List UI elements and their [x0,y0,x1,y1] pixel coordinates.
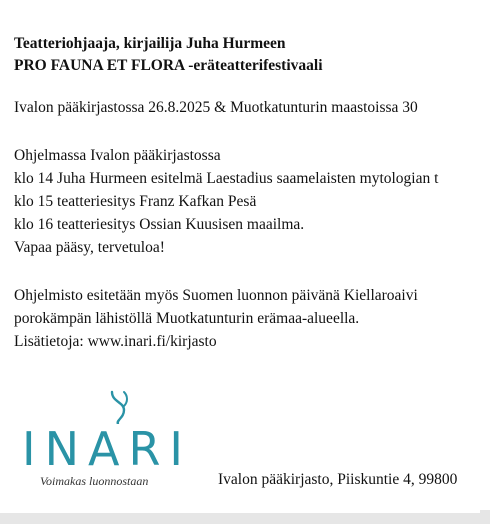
program-item-2: klo 15 teatteriesitys Franz Kafkan Pesä [14,193,257,210]
bottom-edge [0,510,490,524]
logo-slogan: Voimakas luonnostaan [40,474,149,488]
footer-address: Ivalon pääkirjasto, Piiskuntie 4, 99800 [218,471,458,488]
program-title: Ohjelmassa Ivalon pääkirjastossa [14,147,221,164]
bottom-edge-highlight [0,510,480,513]
repeat-line-2: porokämpän lähistöllä Muotkatunturin erämaa-alueella. [14,310,360,327]
program-item-1: klo 14 Juha Hurmeen esitelmä Laestadius saamelaisten mytologian t [14,170,439,187]
logo-wordmark: INARI [22,422,192,476]
heading-line-1: Teatteriohjaaja, kirjailija Juha Hurmeen [14,35,286,52]
inari-logo [22,388,212,498]
heading-line-2: PRO FAUNA ET FLORA -eräteatterifestivaali [14,57,323,74]
swirl-mark-icon [106,388,132,424]
repeat-line-1: Ohjelmisto esitetään myös Suomen luonnon päivänä Kiellaroaivi [14,287,418,304]
dates-line: Ivalon pääkirjastossa 26.8.2025 & Muotkatunturin maastoissa 30 [14,99,418,116]
more-info-line: Lisätietoja: www.inari.fi/kirjasto [14,333,217,350]
free-entry-note: Vapaa pääsy, tervetuloa! [14,239,165,256]
program-item-3: klo 16 teatteriesitys Ossian Kuusisen maailma. [14,216,305,233]
